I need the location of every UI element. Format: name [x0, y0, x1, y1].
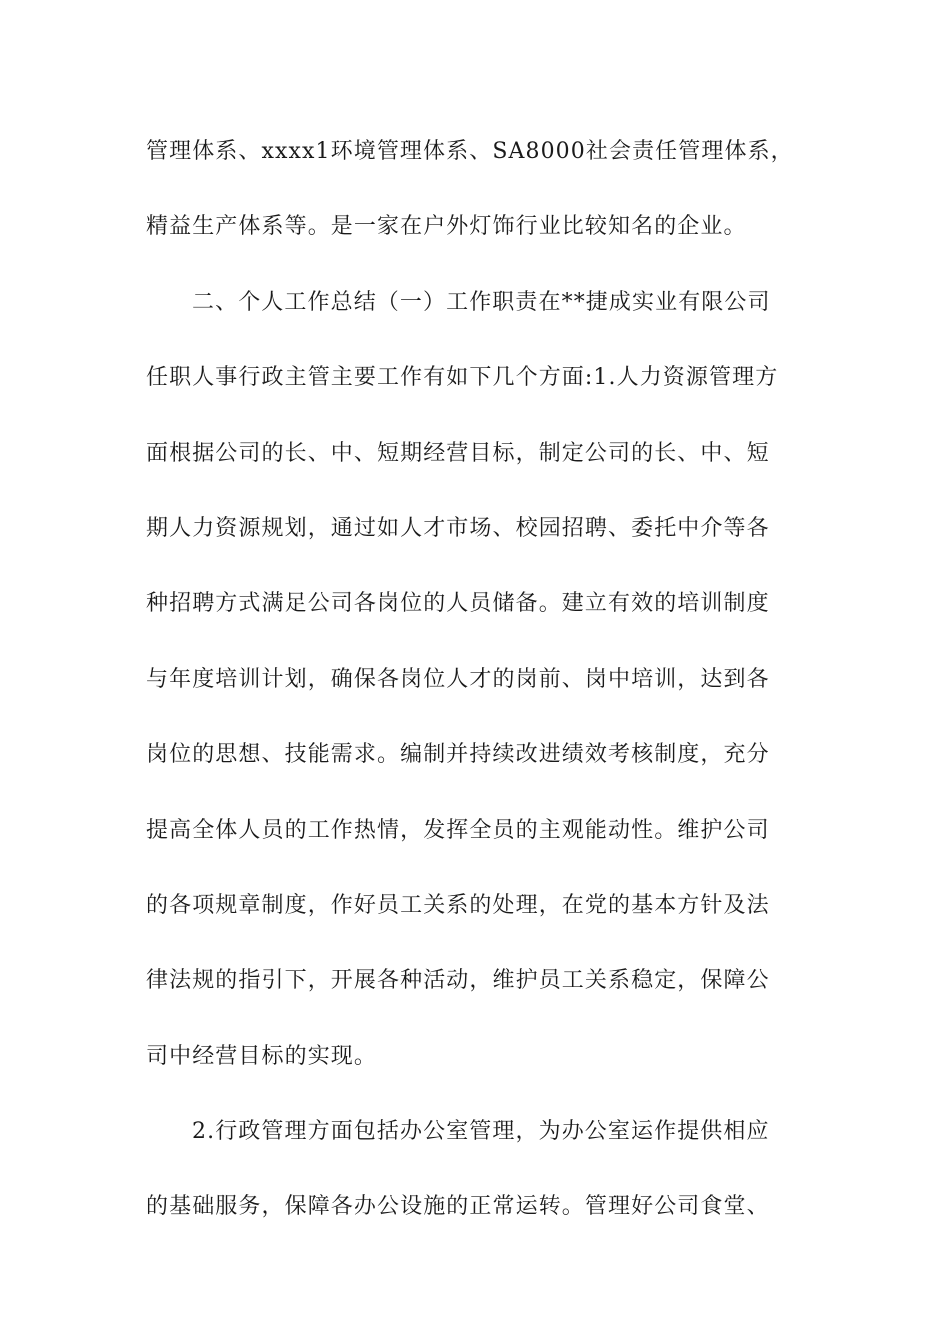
text-line: 的各项规章制度，作好员工关系的处理，在党的基本方针及法 [146, 892, 770, 918]
text-line: 的基础服务，保障各办公设施的正常运转。管理好公司食堂、 [146, 1194, 770, 1220]
text-line: 岗位的思想、技能需求。编制并持续改进绩效考核制度，充分 [146, 742, 770, 768]
text-line: 面根据公司的长、中、短期经营目标，制定公司的长、中、短 [146, 440, 770, 466]
text-line: 与年度培训计划，确保各岗位人才的岗前、岗中培训，达到各 [146, 666, 770, 692]
text-line: 司中经营目标的实现。 [146, 1043, 378, 1069]
paragraph-start-line: 二、个人工作总结（一）工作职责在**捷成实业有限公司 [192, 289, 771, 315]
text-line: 期人力资源规划，通过如人才市场、校园招聘、委托中介等各 [146, 515, 770, 541]
document-body [146, 130, 806, 1261]
text-line: 提高全体人员的工作热情，发挥全员的主观能动性。维护公司 [146, 817, 770, 843]
paragraph-start-line: 2.行政管理方面包括办公室管理，为办公室运作提供相应 [192, 1119, 770, 1145]
text-line: 管理体系、xxxx1环境管理体系、SA8000社会责任管理体系， [146, 139, 794, 164]
text-line: 精益生产体系等。是一家在户外灯饰行业比较知名的企业。 [146, 214, 747, 240]
text-line: 任职人事行政主管主要工作有如下几个方面:1.人力资源管理方 [146, 365, 779, 391]
text-line: 种招聘方式满足公司各岗位的人员储备。建立有效的培训制度 [146, 591, 770, 617]
text-line: 律法规的指引下，开展各种活动，维护员工关系稳定，保障公 [146, 968, 770, 994]
